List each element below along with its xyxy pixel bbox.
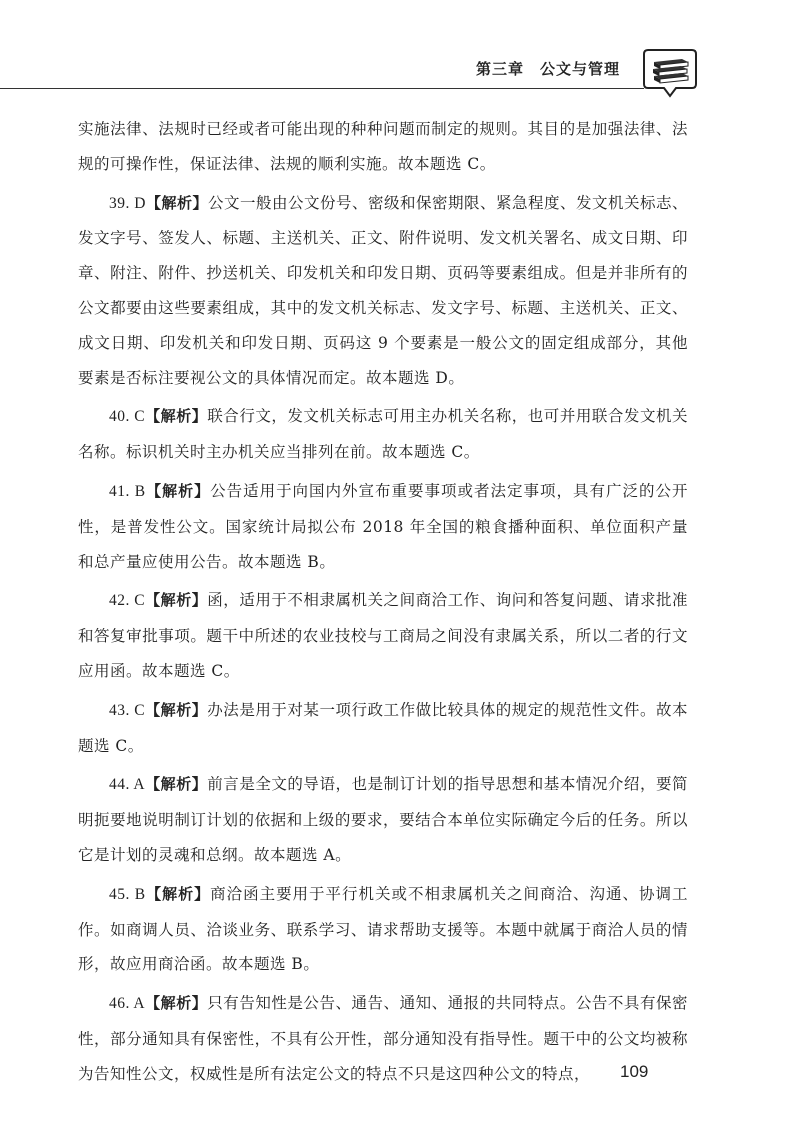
analysis-text: 公告适用于向国内外宣布重要事项或者法定事项，具有广泛的公开性，是普发性公文。国家统计局拟公布 2018 年全国的粮食播种面积、单位面积产量和总产量应使用公告。故本题选 B。 [78,481,688,571]
chapter-title: 第三章 公文与管理 [475,60,620,78]
answer-item-46 [78,986,688,1091]
continued-paragraph: 实施法律、法规时已经或者可能出现的种种问题而制定的规则。其目的是加强法律、法规的可操作性，保证法律、法规的顺利实施。故本题选 C。 [78,120,688,173]
analysis-tag: 【解析】 [145,884,211,903]
analysis-tag: 【解析】 [145,193,208,212]
question-number: 45. B [109,885,146,903]
question-number: 40. C [109,408,146,426]
book-stack-icon [642,46,698,98]
analysis-tag: 【解析】 [145,481,211,500]
question-number: 44. A [109,776,146,794]
analysis-text: 公文一般由公文份号、密级和保密期限、紧急程度、发文机关标志、发文字号、签发人、标题、主送机关、正文、附件说明、发文机关署名、成文日期、印章、附注、附件、抄送机关、印发机关和印发日期、页码等要素组成。但是并非所有的公文都要由这些要素组成，其中的发文机关标志、发文字号、标题、主送机关、正文、成文日期、印发机关和印发日期、页码这 9 个要素是一般公文的固定组成部分，其他要素是否标注要视公文的具体情况而定。故本题选 D。 [78,193,688,387]
analysis-text: 办法是用于对某一项行政工作做比较具体的规定的规范性文件。故本题选 C。 [78,700,688,755]
answer-explanations [78,112,688,1096]
answer-item-42 [78,583,688,688]
analysis-tag: 【解析】 [145,407,208,426]
answer-item-41 [78,474,688,579]
analysis-tag: 【解析】 [145,591,208,610]
analysis-text: 只有告知性是公告、通告、通知、通报的共同特点。公告不具有保密性，部分通知具有保密性，不具有公开性，部分通知没有指导性。题干中的公文均被称为告知性公文，权威性是所有法定公文的特点不只是这四种公文的特点， [78,994,688,1083]
question-number: 46. A [109,995,146,1013]
analysis-tag: 【解析】 [145,775,208,794]
question-number: 41. B [109,482,146,500]
question-number: 39. D [109,194,146,212]
analysis-tag: 【解析】 [145,994,208,1013]
analysis-text: 函，适用于不相隶属机关之间商洽工作、询问和答复问题、请求批准和答复审批事项。题干中所述的农业技校与工商局之间没有隶属关系，所以二者的行文应用函。故本题选 C。 [78,591,688,680]
answer-item-44 [78,767,688,872]
analysis-tag: 【解析】 [145,700,208,719]
answer-item-40 [78,399,688,470]
analysis-text: 商洽函主要用于平行机关或不相隶属机关之间商洽、沟通、协调工作。如商调人员、洽谈业务、联系学习、请求帮助支援等。本题中就属于商洽人员的情形，故应用商洽函。故本题选 B。 [78,884,688,974]
analysis-text: 前言是全文的导语，也是制订计划的指导思想和基本情况介绍，要简明扼要地说明制订计划的依据和上级的要求，要结合本单位实际确定今后的任务。所以它是计划的灵魂和总纲。故本题选 A。 [78,775,688,864]
question-number: 43. C [109,701,146,719]
header-divider [0,88,644,89]
question-number: 42. C [109,592,146,610]
answer-item-43 [78,693,688,764]
answer-item-39 [78,186,688,396]
answer-item-45 [78,877,688,982]
analysis-text: 联合行文，发文机关标志可用主办机关名称，也可并用联合发文机关名称。标识机关时主办机关应当排列在前。故本题选 C。 [78,407,688,462]
page-number: 109 [620,1062,649,1081]
page-header [0,0,800,100]
